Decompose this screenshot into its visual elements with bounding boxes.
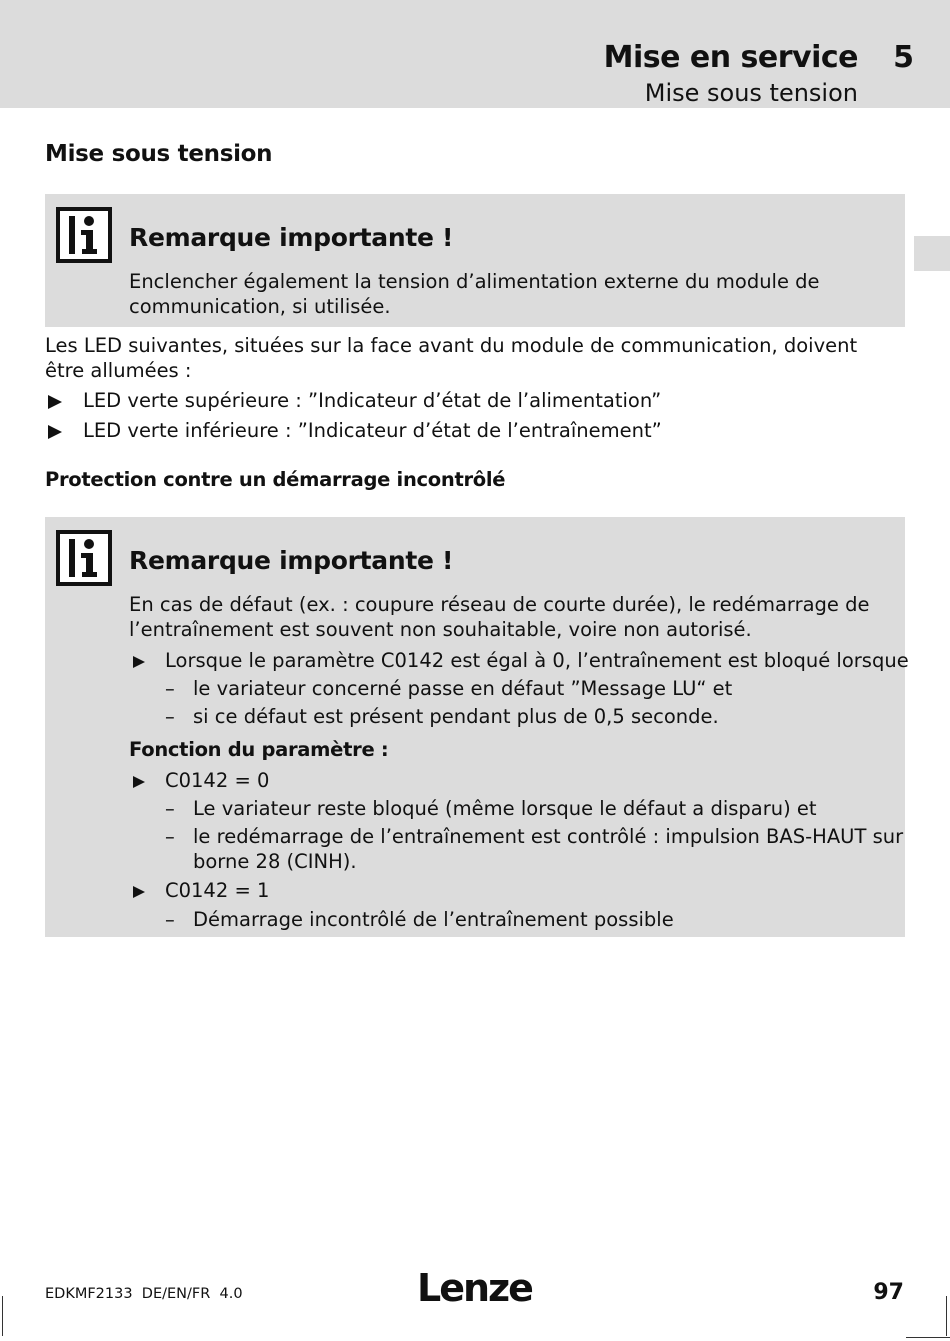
- page-number: 97: [873, 1280, 904, 1305]
- document-code: EDKMF2133 DE/EN/FR 4.0: [45, 1286, 243, 1302]
- crop-mark: [906, 1337, 950, 1338]
- triangle-bullet-icon: [133, 886, 145, 898]
- note-text: En cas de défaut (ex. : coupure réseau de courte durée), le redémarrage de l’entraînement est souvent non souhaitable, voire non autorisé.: [129, 593, 870, 641]
- brand-logo: Lenze: [417, 1266, 532, 1310]
- important-note-1: [45, 194, 905, 327]
- info-icon: [56, 530, 112, 586]
- subsection-heading: Protection contre un démarrage incontrôlé: [45, 468, 506, 491]
- triangle-bullet-icon: [133, 776, 145, 788]
- info-icon: [56, 207, 112, 263]
- note-text: Enclencher également la tension d’alimentation externe du module de communication, si utilisée.: [129, 270, 820, 318]
- triangle-bullet-icon: [48, 395, 62, 409]
- crop-mark: [946, 1296, 947, 1336]
- chapter-number: 5: [893, 40, 914, 75]
- note-title: Remarque importante !: [129, 546, 454, 575]
- note-title: Remarque importante !: [129, 223, 454, 252]
- crop-mark: [2, 1296, 3, 1336]
- function-heading: Fonction du paramètre :: [129, 738, 389, 761]
- triangle-bullet-icon: [48, 425, 62, 439]
- intro-paragraph: Les LED suivantes, situées sur la face avant du module de communication, doivent être allumées :: [45, 334, 858, 382]
- section-subtitle: Mise sous tension: [644, 79, 858, 107]
- chapter-side-tab: [914, 236, 950, 271]
- triangle-bullet-icon: [133, 656, 145, 668]
- chapter-title: Mise en service: [603, 40, 858, 75]
- section-heading: Mise sous tension: [45, 141, 273, 167]
